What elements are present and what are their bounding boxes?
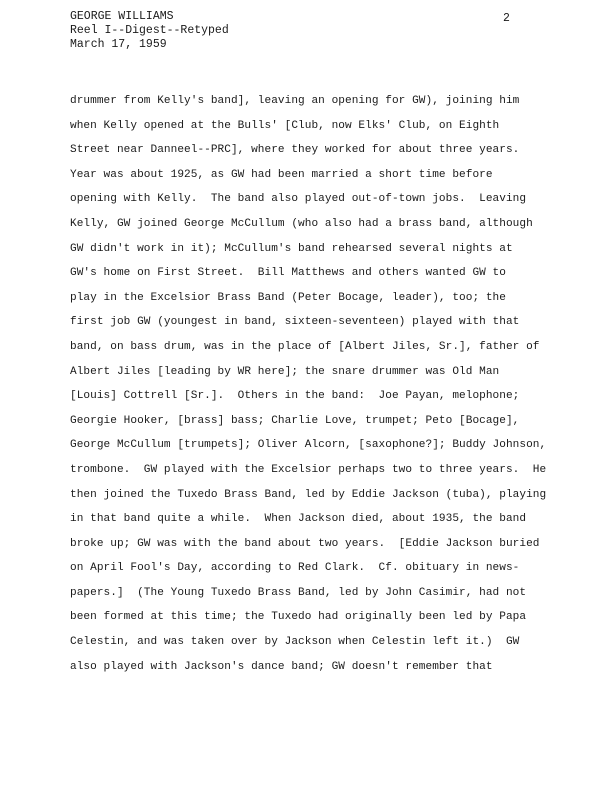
document-header <box>70 10 229 52</box>
text-line: also played with Jackson's dance band; GW doesn't remember that <box>70 660 493 673</box>
text-line: broke up; GW was with the band about two years. [Eddie Jackson buried <box>70 537 540 550</box>
text-line: trombone. GW played with the Excelsior perhaps two to three years. He <box>70 463 547 476</box>
reel-info: Reel I--Digest--Retyped <box>70 24 229 37</box>
text-line: when Kelly opened at the Bulls' [Club, now Elks' Club, on Eighth <box>70 119 500 132</box>
text-line: George McCullum [trumpets]; Oliver Alcorn, [saxophone?]; Buddy Johnson, <box>70 439 547 452</box>
text-line: Albert Jiles [leading by WR here]; the snare drummer was Old Man <box>70 365 500 378</box>
text-line: GW didn't work in it); McCullum's band rehearsed several nights at <box>70 242 513 255</box>
text-line: play in the Excelsior Brass Band (Peter Bocage, leader), too; the <box>70 291 506 304</box>
text-line: GW's home on First Street. Bill Matthews and others wanted GW to <box>70 267 506 280</box>
text-line: papers.] (The Young Tuxedo Brass Band, led by John Casimir, had not <box>70 586 527 599</box>
text-line: Kelly, GW joined George McCullum (who also had a brass band, although <box>70 217 533 230</box>
text-line: Year was about 1925, as GW had been married a short time before <box>70 168 493 181</box>
text-line: Georgie Hooker, [brass] bass; Charlie Love, trumpet; Peto [Bocage], <box>70 414 520 427</box>
text-line: drummer from Kelly's band], leaving an opening for GW), joining him <box>70 95 520 107</box>
text-line: band, on bass drum, was in the place of [Albert Jiles, Sr.], father of <box>70 340 540 353</box>
text-line: first job GW (youngest in band, sixteen-seventeen) played with that <box>70 316 520 329</box>
text-line: on April Fool's Day, according to Red Clark. Cf. obituary in news- <box>70 562 520 575</box>
page-number: 2 <box>503 12 510 25</box>
text-line: in that band quite a while. When Jackson died, about 1935, the band <box>70 513 527 526</box>
text-line: [Louis] Cottrell [Sr.]. Others in the band: Joe Payan, melophone; <box>70 390 520 403</box>
text-line: Street near Danneel--PRC], where they worked for about three years. <box>70 144 520 157</box>
transcript-body <box>70 89 590 679</box>
text-line: opening with Kelly. The band also played out-of-town jobs. Leaving <box>70 193 527 206</box>
interview-date: March 17, 1959 <box>70 38 167 51</box>
text-line: then joined the Tuxedo Brass Band, led by Eddie Jackson (tuba), playing <box>70 488 547 501</box>
interviewee-name: GEORGE WILLIAMS <box>70 10 174 23</box>
text-line: Celestin, and was taken over by Jackson when Celestin left it.) GW <box>70 636 520 649</box>
text-line: been formed at this time; the Tuxedo had originally been led by Papa <box>70 611 527 624</box>
